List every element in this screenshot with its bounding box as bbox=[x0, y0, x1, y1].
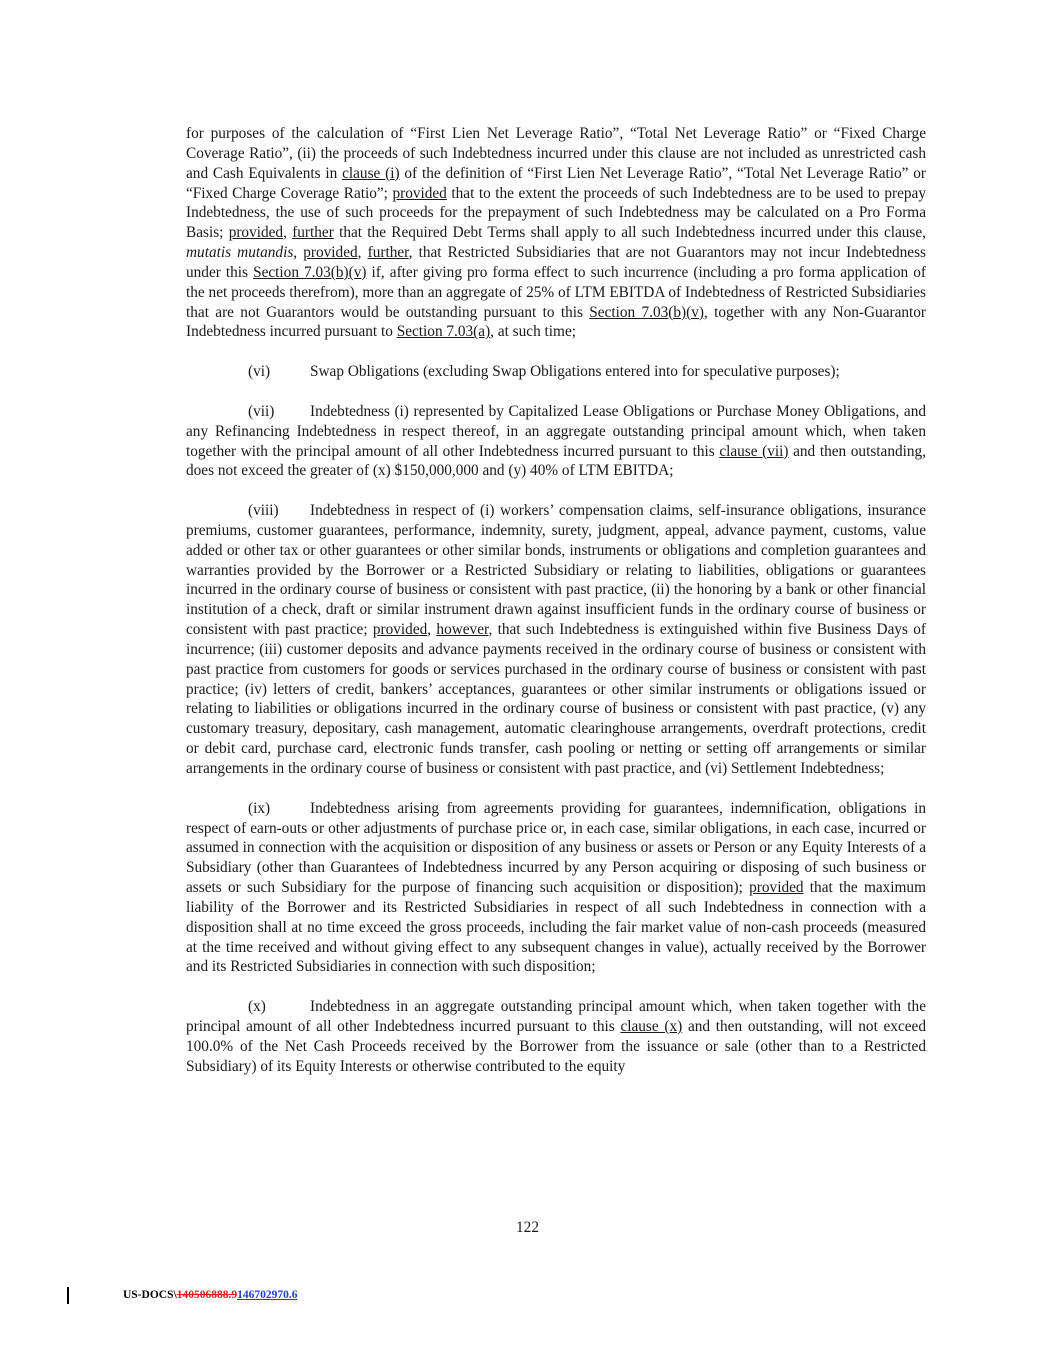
text-run: and then outstanding, does not exceed the greater of (x) $150,000,000 and (y) 40% of LTM EBITDA; bbox=[186, 442, 926, 480]
text-run: Indebtedness arising from agreements providing for guarantees, indemnification, obligations in respect of earn-outs or other adjustments of purchase price or, in each case, similar obligations, in each case, incurred or assumed in connection with the acquisition or disposition of any business or assets or Person or any Equity Interests of a Subsidiary (other than Guarantees of Indebtedness incurred by any Person acquiring or disposing of such business or assets or such Subsidiary for the purpose of financing such acquisition or disposition); bbox=[186, 799, 926, 897]
revision-change-bar bbox=[67, 1287, 69, 1304]
clause-viii bbox=[186, 501, 926, 779]
text-run: , that such Indebtedness is extinguished within five Business Days of incurrence; (iii) customer deposits and advance payments received in the ordinary course of business or consistent with past practice from customers for goods or services purchased in the ordinary course of business or consistent with past practice; (iv) letters of credit, bankers’ acceptances, guarantees or other similar instruments or obligations issued or relating to liabilities or obligations incurred in the ordinary course of business or consistent with past practice, (v) any customary treasury, depositary, cash management, automatic clearinghouse arrangements, overdraft protections, credit or debit card, purchase card, electronic funds transfer, cash pooling or netting or setting off arrangements or similar arrangements in the ordinary course of business or consistent with past practice, and (vi) Settlement Indebtedness; bbox=[186, 621, 927, 777]
text-run: Swap Obligations (excluding Swap Obligations entered into for speculative purposes); bbox=[310, 363, 840, 381]
clause-x bbox=[186, 997, 926, 1076]
text-run: , together with any Non-Guarantor Indebtedness incurred pursuant to bbox=[186, 303, 927, 341]
cross-reference: clause (i) bbox=[342, 164, 400, 182]
docid-inserted: 146702970.6 bbox=[237, 1289, 298, 1301]
text-run: Indebtedness in an aggregate outstanding principal amount which, when taken together with the principal amount of all other Indebtedness incurred pursuant to this bbox=[186, 998, 926, 1035]
text-run: and then outstanding, will not exceed 100.0% of the Net Cash Proceeds received by the Borrower from the issuance or sale (other than to a Restricted Subsidiary) of its Equity Interests or otherwise contributed to the equity bbox=[186, 1017, 926, 1075]
defined-term-underlined: provided bbox=[303, 244, 358, 262]
clause-number: (viii) bbox=[248, 502, 279, 520]
text-run: Indebtedness (i) represented by Capitalized Lease Obligations or Purchase Money Obligations, and any Refinancing Indebtedness in respect thereof, in an aggregate outstanding principal amount which, when taken together with the principal amount of all other Indebtedness incurred pursuant to this bbox=[186, 402, 926, 460]
clause-number: (vii) bbox=[248, 402, 275, 420]
text-run: Indebtedness in respect of (i) workers’ compensation claims, self-insurance obligations, insurance premiums, customer guarantees, performance, indemnity, surety, judgment, appeal, advance payment, customs, value added or other tax or other guarantees or other similar bonds, instruments or obligations and completion guarantees and warranties provided by the Borrower or a Restricted Subsidiary or relating to liabilities, obligations or guarantees incurred in the ordinary course of business or consistent with past practice, (ii) the honoring by a bank or other financial institution of a check, draft or similar instrument drawn against insufficient funds in the ordinary course of business or consistent with past practice; bbox=[186, 502, 926, 639]
text-run: , bbox=[293, 244, 304, 262]
footer-document-id bbox=[123, 1289, 297, 1301]
defined-term-underlined: further bbox=[292, 224, 334, 242]
cross-reference: Section 7.03(a) bbox=[396, 323, 491, 341]
defined-term-underlined: provided bbox=[392, 184, 447, 202]
cross-reference: clause (x) bbox=[620, 1017, 683, 1035]
text-run: , that Restricted Subsidiaries that are not Guarantors may not incur Indebtedness under this bbox=[186, 244, 926, 281]
paragraph-continued bbox=[186, 124, 926, 342]
text-run: , bbox=[283, 224, 293, 242]
clause-vi bbox=[186, 362, 926, 382]
defined-term-underlined: further bbox=[367, 244, 409, 262]
clause-number: (ix) bbox=[248, 799, 271, 817]
text-run: that the Required Debt Terms shall apply to all such Indebtedness incurred under this clause, bbox=[333, 224, 926, 242]
text-run: for purposes of the calculation of “First Lien Net Leverage Ratio”, “Total Net Leverage Ratio” or “Fixed Charge Coverage Ratio”, (ii) the proceeds of such Indebtedness incurred under this clause are not included as unrestricted cash and Cash Equivalents in bbox=[186, 125, 926, 182]
clause-number: (vi) bbox=[248, 363, 271, 381]
cross-reference: Section 7.03(b)(v) bbox=[589, 303, 704, 321]
defined-term-underlined: provided bbox=[228, 224, 284, 242]
clause-number: (x) bbox=[248, 998, 266, 1016]
text-run: , at such time; bbox=[490, 323, 576, 341]
text-run: of the definition of “First Lien Net Leverage Ratio”, “Total Net Leverage Ratio” or “Fixed Charge Coverage Ratio”; bbox=[186, 164, 926, 202]
clause-vii bbox=[186, 402, 926, 481]
docid-prefix: US-DOCS\ bbox=[123, 1289, 177, 1301]
text-run: that the maximum liability of the Borrower and its Restricted Subsidiaries in respect of all such Indebtedness in connection with a disposition shall at no time exceed the gross proceeds, including the fair market value of non-cash proceeds (measured at the time received and without giving effect to any subsequent changes in value), actually received by the Borrower and its Restricted Subsidiaries in connection with such disposition; bbox=[186, 879, 926, 976]
text-run: , bbox=[427, 621, 437, 639]
clause-ix bbox=[186, 799, 926, 978]
text-run: that to the extent the proceeds of such Indebtedness are to be used to prepay Indebtedness, the use of such proceeds for the prepayment of such Indebtedness may be calculated on a Pro Forma Basis; bbox=[186, 184, 926, 242]
text-run: if, after giving pro forma effect to such incurrence (including a pro forma application of the net proceeds therefrom), more than an aggregate of 25% of LTM EBITDA of Indebtedness of Restricted Subsidiaries that are not Guarantors would be outstanding pursuant to this bbox=[186, 263, 926, 321]
document-body bbox=[186, 124, 926, 1096]
docid-deleted: 140506888.9 bbox=[176, 1289, 238, 1301]
page-number: 122 bbox=[516, 1219, 539, 1236]
cross-reference: Section 7.03(b)(v) bbox=[253, 263, 367, 281]
defined-term-underlined: provided bbox=[749, 879, 804, 897]
defined-term-underlined: provided bbox=[372, 621, 428, 639]
defined-term-underlined: however bbox=[436, 621, 489, 639]
italic-term: mutatis mutandis bbox=[186, 244, 294, 262]
cross-reference: clause (vii) bbox=[719, 442, 789, 460]
text-run: , bbox=[357, 244, 368, 262]
